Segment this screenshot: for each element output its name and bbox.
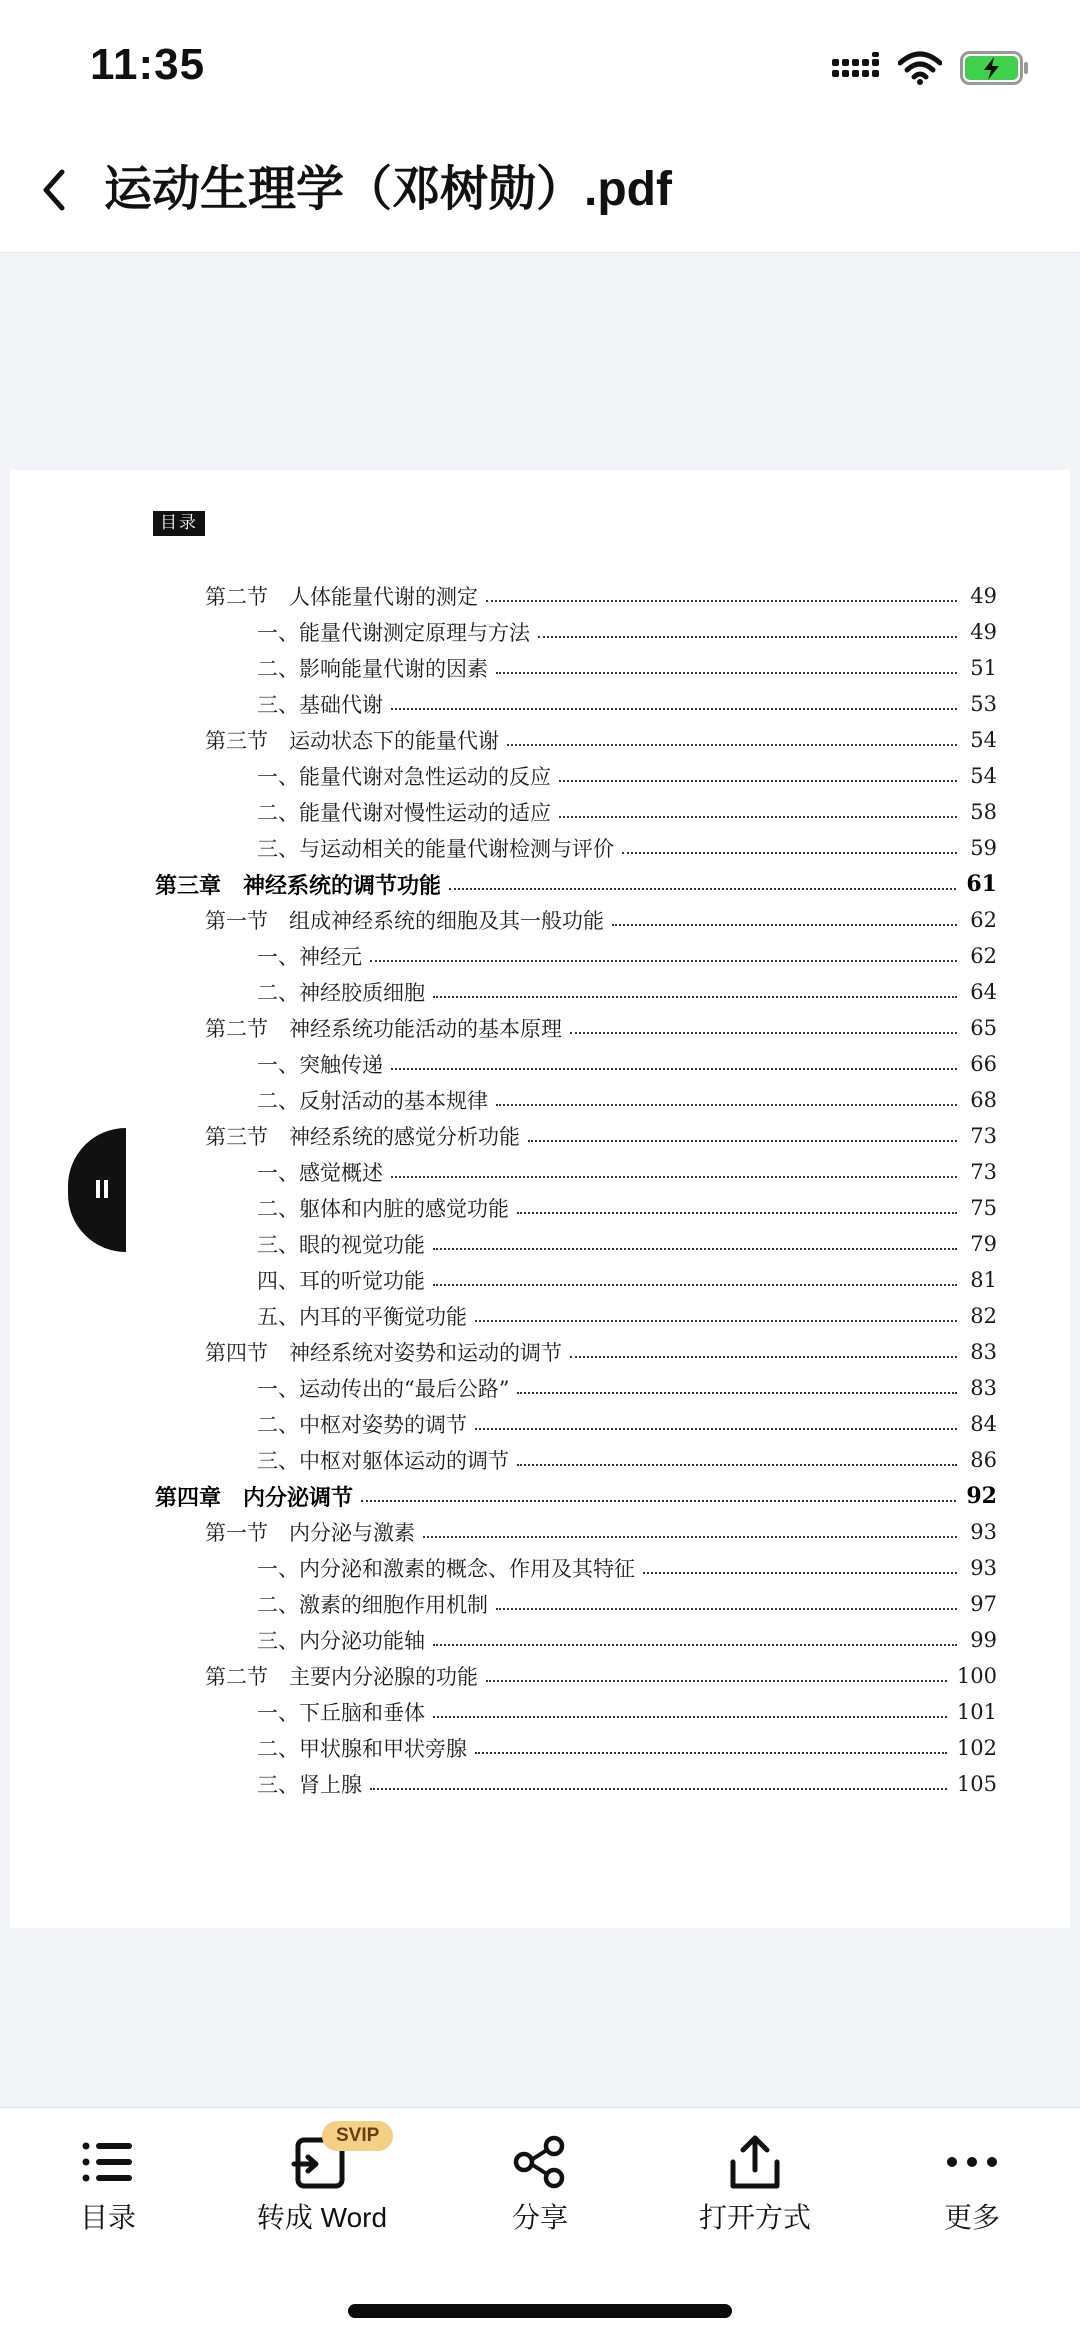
toolbar-open-with[interactable]: [655, 2108, 855, 2278]
toc-entry-page: 58: [970, 800, 997, 824]
toc-section[interactable]: [205, 902, 997, 938]
toc-entry-title: 第四节 神经系统对姿势和运动的调节: [205, 1341, 562, 1365]
toc-leader-dots: [517, 1462, 957, 1466]
toc-entry-title: 第一节 组成神经系统的细胞及其一般功能: [205, 909, 604, 933]
toc-entry-title: 第二节 神经系统功能活动的基本原理: [205, 1017, 562, 1041]
toc-subsection[interactable]: [257, 1226, 997, 1262]
toc-entry-page: 54: [970, 728, 997, 752]
toolbar-more[interactable]: [872, 2108, 1072, 2278]
toc-leader-dots: [391, 1066, 957, 1070]
toc-entry-page: 79: [970, 1232, 997, 1256]
toc-entry-page: 59: [970, 836, 997, 860]
chevron-left-icon: [28, 160, 88, 220]
toc-entry-page: 99: [970, 1628, 997, 1652]
toc-subsection[interactable]: [257, 1298, 997, 1334]
toc-entry-page: 54: [970, 764, 997, 788]
toc-entry-title: 一、能量代谢对急性运动的反应: [257, 765, 551, 789]
toc-entry-title: 第三节 神经系统的感觉分析功能: [205, 1125, 520, 1149]
toc-tag: 目录: [153, 511, 205, 536]
toc-entry-title: 一、运动传出的“最后公路”: [257, 1377, 510, 1401]
toc-leader-dots: [433, 994, 957, 998]
toc-leader-dots: [361, 1498, 956, 1502]
toc-entry-page: 97: [970, 1592, 997, 1616]
toc-subsection[interactable]: [257, 1766, 997, 1802]
toolbar-convert-word-label: 转成 Word: [256, 2202, 388, 2233]
cellular-signal-icon: [832, 52, 880, 84]
toc-entry-title: 三、肾上腺: [257, 1773, 362, 1797]
toc-subsection[interactable]: [257, 938, 997, 974]
toc-entry-page: 65: [970, 1016, 997, 1040]
toc-section[interactable]: [205, 722, 997, 758]
toc-subsection[interactable]: [257, 614, 997, 650]
toc-leader-dots: [517, 1210, 957, 1214]
toc-entry-page: 66: [970, 1052, 997, 1076]
back-button[interactable]: [28, 160, 88, 220]
share-icon: [508, 2130, 572, 2194]
toc-subsection[interactable]: [257, 686, 997, 722]
toc-subsection[interactable]: [257, 1694, 997, 1730]
toc-leader-dots: [496, 670, 957, 674]
toc-leader-dots: [449, 886, 956, 890]
toc-entry-page: 83: [970, 1376, 997, 1400]
document-title: 运动生理学（邓树勋）.pdf: [104, 163, 672, 216]
toc-chapter[interactable]: [155, 866, 997, 902]
toc-entry-title: 一、能量代谢测定原理与方法: [257, 621, 530, 645]
toc-leader-dots: [486, 1678, 947, 1682]
toc-leader-dots: [433, 1714, 947, 1718]
toc-entry-title: 三、内分泌功能轴: [257, 1629, 425, 1653]
home-indicator: [348, 2304, 732, 2318]
toc-entry-page: 51: [970, 656, 997, 680]
toc-leader-dots: [612, 922, 957, 926]
toc-leader-dots: [559, 814, 957, 818]
toc-leader-dots: [570, 1030, 957, 1034]
header-bar: [0, 130, 1080, 253]
toc-subsection[interactable]: [257, 1442, 997, 1478]
toc-entry-page: 62: [970, 908, 997, 932]
toc-entry-title: 二、神经胶质细胞: [257, 981, 425, 1005]
toc-leader-dots: [433, 1282, 957, 1286]
toc-entry-page: 61: [966, 871, 997, 897]
pdf-page[interactable]: [10, 470, 1070, 1928]
toc-entry-page: 83: [970, 1340, 997, 1364]
toc-entry-page: 49: [970, 620, 997, 644]
toc-subsection[interactable]: [257, 758, 997, 794]
toc-section[interactable]: [205, 1658, 997, 1694]
toolbar-toc-label: 目录: [79, 2202, 136, 2233]
toc-leader-dots: [423, 1534, 957, 1538]
pause-icon-bar: [104, 1180, 108, 1198]
toc-leader-dots: [370, 1786, 947, 1790]
toc-entry-page: 64: [970, 980, 997, 1004]
toc-entry-page: 101: [956, 1700, 997, 1724]
toc-entry-title: 三、中枢对躯体运动的调节: [257, 1449, 509, 1473]
toc-subsection[interactable]: [257, 1154, 997, 1190]
toc-subsection[interactable]: [257, 1190, 997, 1226]
toc-entry-title: 一、感觉概述: [257, 1161, 383, 1185]
toc-entry-title: 第二节 主要内分泌腺的功能: [205, 1665, 478, 1689]
pause-icon: [96, 1180, 100, 1198]
toc-entry-page: 102: [956, 1736, 997, 1760]
toc-subsection[interactable]: [257, 830, 997, 866]
toc-entry-page: 105: [956, 1772, 997, 1796]
list-icon: [76, 2130, 140, 2194]
more-dots-icon: [940, 2130, 1004, 2194]
toolbar-more-label: 更多: [943, 2202, 1000, 2233]
toc-entry-title: 一、内分泌和激素的概念、作用及其特征: [257, 1557, 635, 1581]
toc-entry-page: 93: [970, 1556, 997, 1580]
toolbar-open-with-label: 打开方式: [698, 2202, 811, 2233]
toc-subsection[interactable]: [257, 1370, 997, 1406]
toc-leader-dots: [433, 1246, 957, 1250]
toc-entry-title: 二、反射活动的基本规律: [257, 1089, 488, 1113]
toc-leader-dots: [486, 598, 957, 602]
toc-subsection[interactable]: [257, 1586, 997, 1622]
toc-leader-dots: [643, 1570, 957, 1574]
toc-chapter[interactable]: [155, 1478, 997, 1514]
toc-subsection[interactable]: [257, 1730, 997, 1766]
toc-leader-dots: [538, 634, 957, 638]
toolbar-toc[interactable]: [8, 2108, 208, 2278]
toc-leader-dots: [622, 850, 957, 854]
toc-entry-page: 86: [970, 1448, 997, 1472]
toc-subsection[interactable]: [257, 650, 997, 686]
toc-entry-title: 第四章 内分泌调节: [155, 1484, 354, 1511]
toc-leader-dots: [570, 1354, 957, 1358]
toc-leader-dots: [370, 958, 957, 962]
toc-entry-page: 68: [970, 1088, 997, 1112]
toc-entry-title: 二、中枢对姿势的调节: [257, 1413, 467, 1437]
toc-entry-title: 二、能量代谢对慢性运动的适应: [257, 801, 551, 825]
toc-entry-title: 二、影响能量代谢的因素: [257, 657, 488, 681]
toc-leader-dots: [433, 1642, 957, 1646]
toc-subsection[interactable]: [257, 1262, 997, 1298]
toc-subsection[interactable]: [257, 1046, 997, 1082]
toc-subsection[interactable]: [257, 1622, 997, 1658]
toc-section[interactable]: [205, 1514, 997, 1550]
toc-entry-title: 第一节 内分泌与激素: [205, 1521, 415, 1545]
toc-subsection[interactable]: [257, 1406, 997, 1442]
toc-entry-page: 73: [970, 1160, 997, 1184]
toc-entry-title: 三、与运动相关的能量代谢检测与评价: [257, 837, 614, 861]
toc-section[interactable]: [205, 578, 997, 614]
toc-leader-dots: [528, 1138, 957, 1142]
toc-entry-title: 三、眼的视觉功能: [257, 1233, 425, 1257]
toc-entry-page: 81: [970, 1268, 997, 1292]
toc-leader-dots: [496, 1606, 957, 1610]
toc-entry-page: 75: [970, 1196, 997, 1220]
toc-leader-dots: [517, 1390, 957, 1394]
toc-entry-title: 三、基础代谢: [257, 693, 383, 717]
battery-charging-icon: [960, 51, 1030, 85]
toc-entry-page: 53: [970, 692, 997, 716]
toc-entry-title: 四、耳的听觉功能: [257, 1269, 425, 1293]
toc-leader-dots: [475, 1426, 957, 1430]
toc-entry-title: 第二节 人体能量代谢的测定: [205, 585, 478, 609]
toc-entry-page: 82: [970, 1304, 997, 1328]
toc-entry-title: 第三章 神经系统的调节功能: [155, 872, 442, 899]
toc-section[interactable]: [205, 1334, 997, 1370]
toc-entry-title: 一、下丘脑和垂体: [257, 1701, 425, 1725]
toc-entry-page: 62: [970, 944, 997, 968]
toc-entry-page: 49: [970, 584, 997, 608]
toc-subsection[interactable]: [257, 794, 997, 830]
toc-leader-dots: [391, 1174, 957, 1178]
toc-entry-page: 73: [970, 1124, 997, 1148]
toc-leader-dots: [496, 1102, 957, 1106]
toc-section[interactable]: [205, 1118, 997, 1154]
toc-entry-page: 93: [970, 1520, 997, 1544]
toc-entry-title: 二、激素的细胞作用机制: [257, 1593, 488, 1617]
toc-entry-title: 二、甲状腺和甲状旁腺: [257, 1737, 467, 1761]
toc-leader-dots: [507, 742, 957, 746]
toc-entry-page: 92: [966, 1483, 997, 1509]
toc-leader-dots: [475, 1750, 947, 1754]
status-bar: [0, 0, 1080, 130]
svip-badge: SVIP: [322, 2121, 393, 2151]
toc-subsection[interactable]: [257, 974, 997, 1010]
toc-leader-dots: [475, 1318, 957, 1322]
toolbar-share[interactable]: [440, 2108, 640, 2278]
toolbar-share-label: 分享: [511, 2202, 568, 2233]
toc-subsection[interactable]: [257, 1550, 997, 1586]
toc-subsection[interactable]: [257, 1082, 997, 1118]
toc-entry-title: 五、内耳的平衡觉功能: [257, 1305, 467, 1329]
toc-entry-title: 一、神经元: [257, 945, 362, 969]
toc-entry-title: 二、躯体和内脏的感觉功能: [257, 1197, 509, 1221]
upload-icon: [723, 2130, 787, 2194]
toc-entry-title: 第三节 运动状态下的能量代谢: [205, 729, 499, 753]
wifi-icon: [898, 51, 942, 85]
toc-section[interactable]: [205, 1010, 997, 1046]
toc-entry-page: 84: [970, 1412, 997, 1436]
toc-leader-dots: [559, 778, 957, 782]
toc-entry-page: 100: [956, 1664, 997, 1688]
toc-leader-dots: [391, 706, 957, 710]
status-time: 11:35: [90, 40, 206, 89]
toc-entry-title: 一、突触传递: [257, 1053, 383, 1077]
status-icons: [832, 48, 1030, 88]
